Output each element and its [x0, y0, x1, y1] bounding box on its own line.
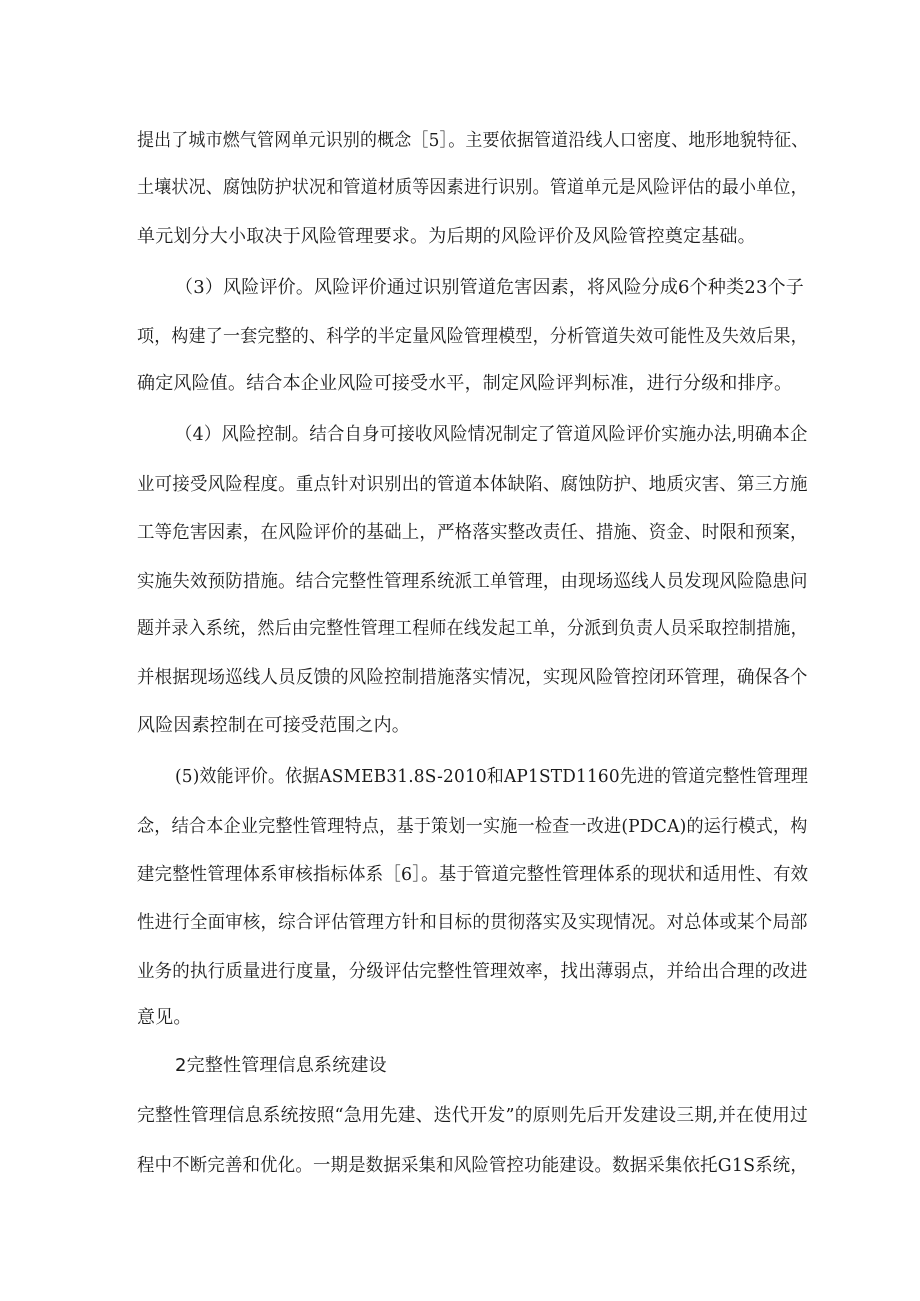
paragraph-line: （3）风险评价。风险评价通过识别管道危害因素，将风险分成6个种类23个子 — [175, 277, 805, 298]
section-heading: 2完整性管理信息系统建设 — [175, 1055, 387, 1076]
paragraph-line: 程中不断完善和优化。一期是数据采集和风险管控功能建设。数据采集依托G1S系统， — [137, 1155, 808, 1176]
paragraph-line: (5)效能评价。依据ASMEB31.8S-2010和AP1STD1160先进的管道完整性管理理 — [175, 766, 809, 787]
paragraph-line: 题并录入系统，然后由完整性管理工程师在线发起工单，分派到负责人员采取控制措施， — [137, 618, 808, 639]
paragraph-line: 提出了城市燃气管网单元识别的概念［5］。主要依据管道沿线人口密度、地形地貌特征、 — [137, 130, 809, 151]
paragraph-line: 念，结合本企业完整性管理特点，基于策划一实施一检查一改进(PDCA)的运行模式，构 — [137, 816, 808, 837]
paragraph-line: 风险因素控制在可接受范围之内。 — [137, 715, 410, 736]
paragraph-line: 完整性管理信息系统按照“急用先建、迭代开发”的原则先后开发建设三期,并在使用过 — [137, 1105, 808, 1126]
paragraph-line: 意见。 — [137, 1007, 192, 1028]
paragraph-line: 性进行全面审核，综合评估管理方针和目标的贯彻落实及实现情况。对总体或某个局部 — [137, 912, 808, 933]
paragraph-line: 业务的执行质量进行度量，分级评估完整性管理效率，找出薄弱点，并给出合理的改进 — [137, 961, 808, 982]
paragraph-line: 建完整性管理体系审核指标体系［6］。基于管道完整性管理体系的现状和适用性、有效 — [137, 864, 809, 885]
paragraph-line: 并根据现场巡线人员反馈的风险控制措施落实情况，实现风险管控闭环管理，确保各个 — [137, 667, 808, 688]
paragraph-line: 业可接受风险程度。重点针对识别出的管道本体缺陷、腐蚀防护、地质灾害、第三方施 — [137, 474, 808, 495]
paragraph-line: 项，构建了一套完整的、科学的半定量风险管理模型，分析管道失效可能性及失效后果， — [137, 326, 808, 347]
paragraph-line: 单元划分大小取决于风险管理要求。为后期的风险评价及风险管控奠定基础。 — [137, 226, 756, 247]
paragraph-line: 工等危害因素，在风险评价的基础上，严格落实整改责任、措施、资金、时限和预案， — [137, 522, 808, 543]
paragraph-line: 土壤状况、腐蚀防护状况和管道材质等因素进行识别。管道单元是风险评估的最小单位， — [137, 177, 808, 198]
paragraph-line: （4）风险控制。结合自身可接收风险情况制定了管道风险评价实施办法,明确本企 — [175, 424, 808, 445]
paragraph-line: 实施失效预防措施。结合完整性管理系统派工单管理，由现场巡线人员发现风险隐患问 — [137, 571, 808, 592]
paragraph-line: 确定风险值。结合本企业风险可接受水平，制定风险评判标准，进行分级和排序。 — [137, 373, 793, 394]
